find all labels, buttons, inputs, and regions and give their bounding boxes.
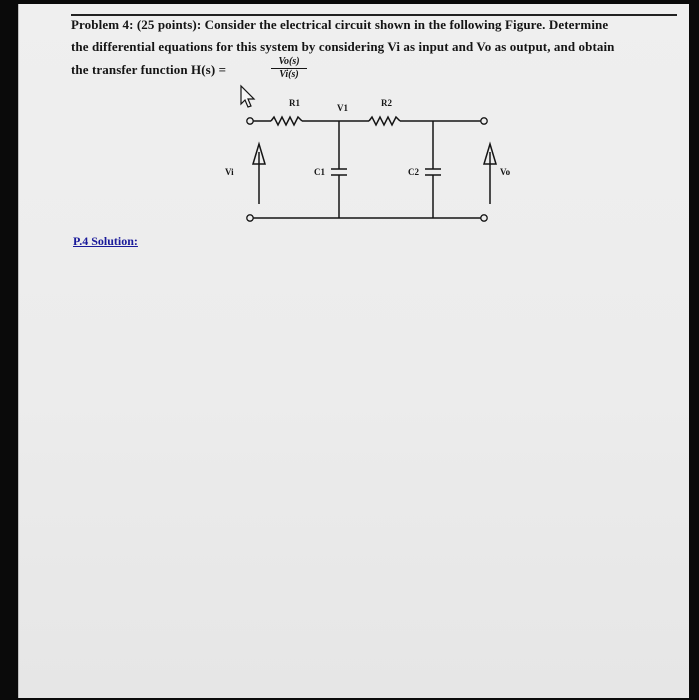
terminal-top-right (481, 118, 487, 124)
circuit-diagram (19, 4, 689, 698)
terminal-bottom-left (247, 215, 253, 221)
terminal-top-left (247, 118, 253, 124)
document-page (18, 4, 689, 698)
terminal-bottom-right (481, 215, 487, 221)
resistor-r2 (369, 117, 400, 125)
fraction-numerator: Vo(s) (271, 56, 307, 69)
label-r2: R2 (381, 98, 392, 108)
label-c2: C2 (408, 167, 419, 177)
problem-line-3: the transfer function H(s) = (71, 62, 227, 77)
fraction-denominator: Vi(s) (279, 69, 299, 80)
resistor-r1 (271, 117, 302, 125)
label-c1: C1 (314, 167, 325, 177)
label-r1: R1 (289, 98, 300, 108)
problem-line-1: Problem 4: (25 points): Consider the electrical circuit shown in the following Figure. Determine (71, 17, 609, 32)
cursor-icon (241, 86, 254, 107)
label-vi: Vi (225, 167, 234, 177)
label-v1: V1 (337, 103, 348, 113)
problem-line-2: the differential equations for this system by considering Vi as input and Vo as output, and obtain (71, 39, 615, 54)
solution-heading: P.4 Solution: (73, 234, 138, 248)
label-vo: Vo (500, 167, 511, 177)
